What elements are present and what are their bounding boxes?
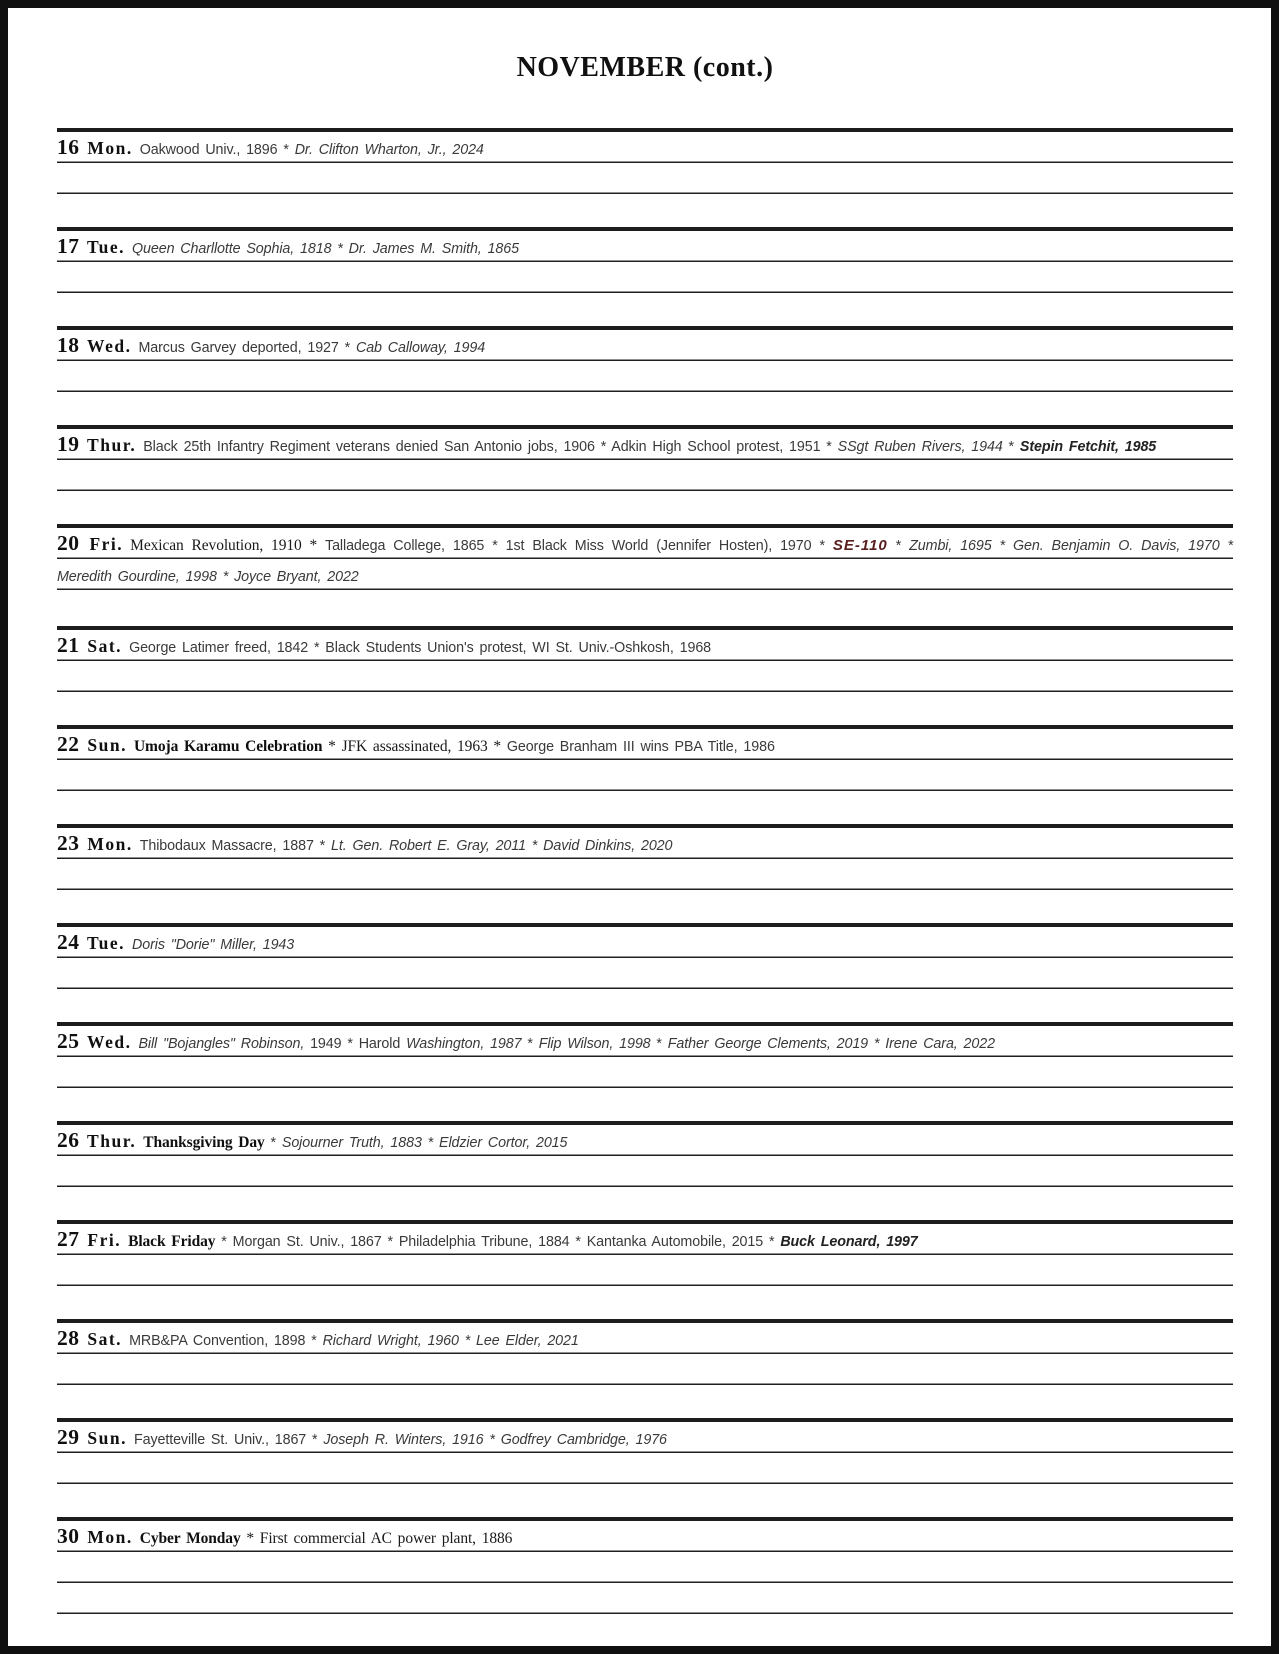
day-number: 29 [57, 1425, 80, 1449]
day-number: 25 [57, 1029, 80, 1053]
event-segment: Mexican Revolution, 1910 * [130, 537, 326, 554]
page-title: NOVEMBER (cont.) [516, 52, 774, 83]
ruled-lines [57, 1422, 1233, 1484]
event-segment: Oakwood Univ., 1896 * [139, 142, 295, 158]
day-number: 17 [57, 234, 80, 258]
event-segment: SE-110 [832, 537, 888, 554]
day-entry [57, 1418, 1233, 1484]
ruled-lines [57, 1323, 1233, 1385]
day-events [57, 330, 1233, 364]
event-segment: 1949 * Harold [304, 1036, 407, 1052]
event-segment: Dr. Clifton Wharton, Jr., 2024 [294, 142, 484, 158]
ruled-lines [57, 1521, 1233, 1614]
day-entry [57, 1220, 1233, 1286]
day-events [57, 828, 1233, 862]
event-segment: * [887, 538, 910, 554]
event-segment: Father George Clements, 2019 * Irene Cara, 2022 [667, 1036, 995, 1052]
day-abbrev: Mon. [79, 138, 133, 158]
event-segment: * Morgan St. Univ., 1867 * Philadelphia Tribune, 1884 * Kantanka Automobile, 2015 * [215, 1234, 781, 1250]
event-segment: Doris "Dorie" Miller, 1943 [132, 937, 295, 953]
ruled-lines [57, 630, 1233, 692]
event-segment: Sojourner Truth, 1883 * Eldzier Cortor, 2015 [281, 1135, 568, 1151]
day-events [57, 132, 1233, 166]
day-entry [57, 1319, 1233, 1385]
day-entry [57, 1121, 1233, 1187]
event-segment: Cab Calloway, 1994 [355, 340, 486, 356]
day-entry [57, 923, 1233, 989]
ruled-lines [57, 1224, 1233, 1286]
day-number: 28 [57, 1326, 80, 1350]
day-abbrev: Sat. [79, 1329, 123, 1349]
day-abbrev: Thur. [79, 1131, 137, 1151]
day-abbrev: Wed. [79, 1032, 132, 1052]
day-number: 22 [57, 732, 80, 756]
day-abbrev: Tue. [79, 933, 125, 953]
day-events [57, 1125, 1233, 1159]
day-events [57, 1224, 1233, 1258]
event-segment: SSgt Ruben Rivers, 1944 [837, 439, 1003, 455]
day-events [57, 429, 1233, 463]
event-segment: Queen Charllotte Sophia, 1818 * Dr. James M. Smith, 1865 [132, 241, 519, 257]
event-segment: Bill "Bojangles" Robinson, [138, 1036, 305, 1052]
event-segment: Zumbi, 1695 * Gen. Benjamin O. Davis, 1970 * Meredith Gourdine, 1998 * Joyce Bryant, 2022 [57, 538, 1233, 585]
day-number: 26 [57, 1128, 80, 1152]
day-abbrev: Tue. [79, 237, 125, 257]
day-events [57, 927, 1233, 961]
event-segment: Black Friday [128, 1233, 216, 1250]
ruled-lines [57, 927, 1233, 989]
day-events [57, 630, 1233, 664]
day-entry [57, 725, 1233, 791]
event-segment: Cyber Monday [139, 1530, 241, 1547]
event-segment: Stepin Fetchit, 1985 [1019, 439, 1157, 455]
ruled-lines [57, 330, 1233, 392]
event-segment: Lt. Gen. Robert E. Gray, 2011 * David Dinkins, 2020 [331, 838, 673, 854]
day-events [57, 729, 1233, 763]
event-segment: * [521, 1036, 539, 1052]
day-events [57, 528, 1233, 593]
event-segment: * JFK assassinated, 1963 * [322, 738, 507, 755]
day-entry [57, 524, 1233, 593]
ruled-lines [57, 528, 1233, 593]
day-number: 19 [57, 432, 80, 456]
event-segment: Washington, 1987 [406, 1036, 522, 1052]
event-segment: George Latimer freed, 1842 * Black Students Union's protest, WI St. Univ.-Oshkosh, 1968 [129, 640, 712, 656]
event-segment: Thanksgiving Day [143, 1134, 265, 1151]
ruled-lines [57, 1026, 1233, 1088]
event-segment: * [1002, 439, 1020, 455]
day-entry [57, 128, 1233, 194]
day-entry [57, 1022, 1233, 1088]
day-number: 27 [57, 1227, 80, 1251]
title-zone [57, 8, 1233, 128]
day-events [57, 1422, 1233, 1456]
event-segment: Umoja Karamu Celebration [133, 738, 323, 755]
day-abbrev: Fri. [79, 534, 124, 554]
day-entry [57, 626, 1233, 692]
day-events [57, 1323, 1233, 1357]
day-entry [57, 227, 1233, 293]
day-number: 20 [57, 531, 80, 555]
event-segment: Richard Wright, 1960 * Lee Elder, 2021 [322, 1333, 579, 1349]
day-abbrev: Wed. [79, 336, 132, 356]
event-segment: George Branham III wins PBA Title, 1986 [506, 739, 775, 755]
ruled-lines [57, 429, 1233, 491]
day-abbrev: Fri. [79, 1230, 122, 1250]
event-segment: Marcus Garvey deported, 1927 * [138, 340, 356, 356]
day-abbrev: Mon. [79, 834, 133, 854]
day-events [57, 1026, 1233, 1060]
event-segment: Flip Wilson, 1998 [538, 1036, 651, 1052]
day-abbrev: Thur. [79, 435, 137, 455]
day-number: 24 [57, 930, 80, 954]
ruled-lines [57, 231, 1233, 293]
day-events [57, 231, 1233, 265]
event-segment: Joseph R. Winters, 1916 * Godfrey Cambridge, 1976 [323, 1432, 667, 1448]
day-abbrev: Sun. [79, 735, 127, 755]
day-events [57, 1521, 1233, 1555]
ruled-lines [57, 828, 1233, 890]
day-number: 16 [57, 135, 80, 159]
day-entry [57, 425, 1233, 491]
day-entry [57, 824, 1233, 890]
day-list [57, 128, 1233, 1614]
ruled-lines [57, 1125, 1233, 1187]
event-segment: Buck Leonard, 1997 [780, 1234, 918, 1250]
day-number: 23 [57, 831, 80, 855]
event-segment: MRB&PA Convention, 1898 * [129, 1333, 323, 1349]
day-entry [57, 326, 1233, 392]
event-segment: Thibodaux Massacre, 1887 * [139, 838, 332, 854]
day-abbrev: Mon. [79, 1527, 133, 1547]
day-abbrev: Sat. [79, 636, 123, 656]
day-number: 18 [57, 333, 80, 357]
day-entry [57, 1517, 1233, 1614]
ruled-lines [57, 729, 1233, 791]
ruled-lines [57, 132, 1233, 194]
event-segment: * [264, 1135, 282, 1151]
day-number: 30 [57, 1524, 80, 1548]
event-segment: Black 25th Infantry Regiment veterans denied San Antonio jobs, 1906 * Adkin High School protest, 1951 * [143, 439, 838, 455]
day-abbrev: Sun. [79, 1428, 127, 1448]
event-segment: * First commercial AC power plant, 1886 [240, 1530, 513, 1547]
day-number: 21 [57, 633, 80, 657]
event-segment: Talladega College, 1865 * 1st Black Miss World (Jennifer Hosten), 1970 * [325, 538, 833, 554]
event-segment: Fayetteville St. Univ., 1867 * [133, 1432, 324, 1448]
event-segment: * [650, 1036, 668, 1052]
